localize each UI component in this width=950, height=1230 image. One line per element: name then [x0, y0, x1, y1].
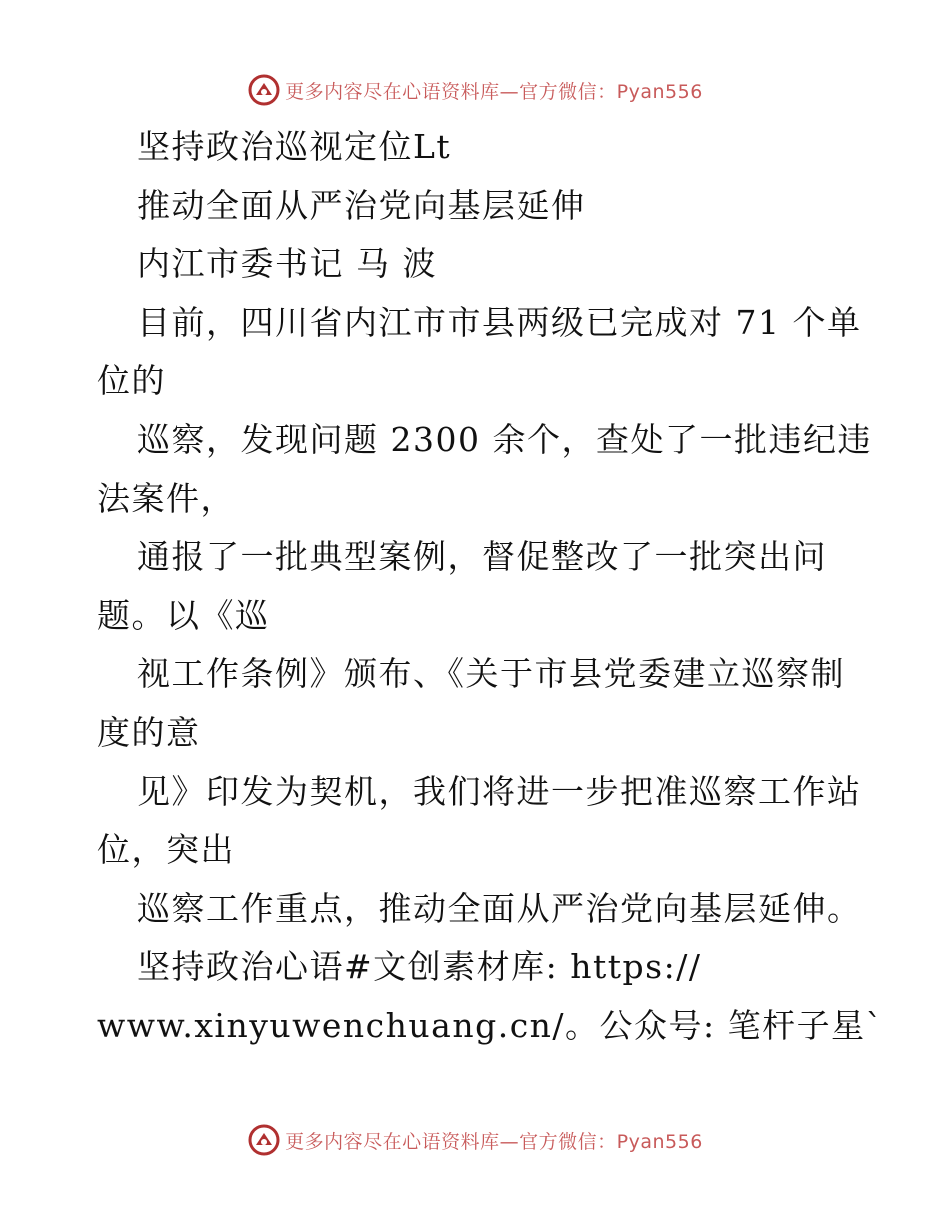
banner-text: 更多内容尽在心语资料库—官方微信：Pyan556 [285, 1130, 703, 1153]
body-line: www.xinyuwenchuang.cn/。公众号: 笔杆子星` [97, 1005, 884, 1045]
body-line: 坚持政治心语#文创素材库: https:// [137, 947, 702, 987]
header-banner [0, 70, 950, 110]
body-line: 巡察，发现问题 2300 余个，查处了一批违纪违 [137, 419, 872, 459]
body-line: 位的 [97, 361, 166, 401]
banner-text: 更多内容尽在心语资料库—官方微信：Pyan556 [285, 80, 703, 103]
author-line: 内江市委书记 马 波 [137, 244, 437, 284]
body-line: 位，突出 [97, 830, 235, 870]
logo-icon [247, 1123, 281, 1157]
wechat-id: Pyan556 [616, 1130, 703, 1153]
footer-banner [0, 1120, 950, 1160]
wechat-id: Pyan556 [616, 80, 703, 103]
document-body [97, 118, 884, 1056]
body-line: 题。以《巡 [97, 595, 270, 635]
body-line: 法案件， [97, 478, 235, 518]
body-line: 见》印发为契机，我们将进一步把准巡察工作站 [137, 771, 862, 811]
body-line: 视工作条例》颁布、《关于市县党委建立巡察制 [137, 654, 845, 694]
title-line: 坚持政治巡视定位Lt [137, 127, 452, 166]
body-line: 通报了一批典型案例，督促整改了一批突出问 [137, 537, 827, 577]
body-line: 巡察工作重点，推动全面从严治党向基层延伸。 [137, 888, 862, 928]
body-line: 度的意 [97, 712, 201, 752]
subtitle-line: 推动全面从严治党向基层延伸 [137, 185, 586, 225]
body-line: 目前，四川省内江市市县两级已完成对 71 个单 [137, 302, 862, 342]
logo-icon [247, 73, 281, 107]
